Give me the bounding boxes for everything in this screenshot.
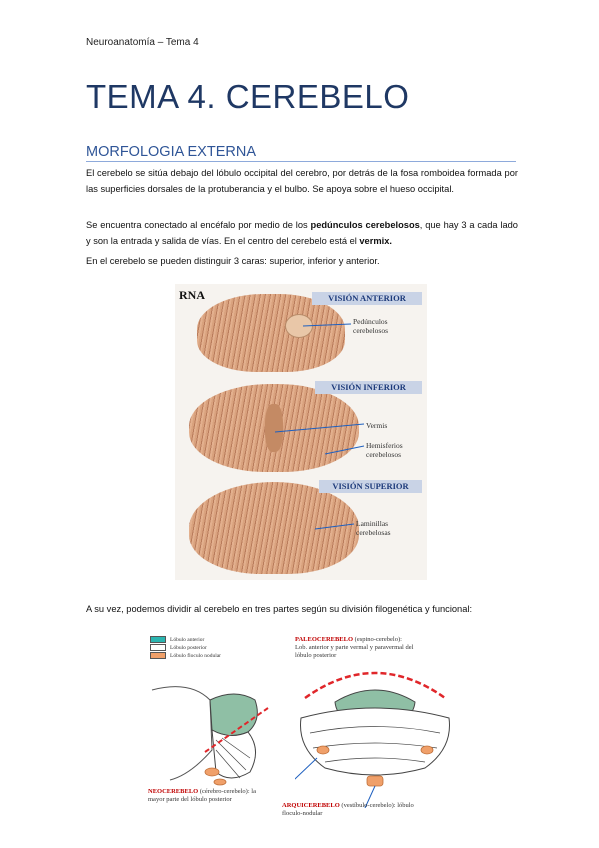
bold-term-vermix: vermix. — [359, 236, 392, 246]
label-line: cerebelosos — [353, 326, 388, 335]
text-span: , que hay 3 a cada lado y son la entrada y salida de vías. En el centro del cerebelo está el — [86, 220, 518, 246]
unfolded-cerebellum-drawing — [295, 658, 455, 808]
caption-title: ARQUICEREBELO — [282, 802, 340, 809]
view-anterior-label: VISIÓN ANTERIOR — [312, 292, 422, 305]
legend-item-anterior — [150, 636, 270, 643]
caption-text: (vestíbulo-cerebelo): lóbulo — [341, 802, 414, 809]
page-title: TEMA 4. CEREBELO — [86, 78, 410, 115]
neocerebellum-caption — [148, 788, 288, 804]
label-line: Hemisferios — [366, 441, 403, 450]
caption-text: (cérebro-cerebelo): la — [199, 788, 256, 795]
label-line: cerebelosos — [366, 450, 401, 459]
paleocerebellum-caption — [295, 636, 445, 660]
cerebellum-views-figure — [175, 284, 427, 580]
paragraph-peduncles — [86, 217, 518, 249]
caption-text: Lob. anterior y parte vermal y paravermal del — [295, 644, 414, 651]
divisions-legend — [150, 636, 270, 660]
rna-logo: RNA — [179, 288, 205, 302]
label-line: Pedúnculos — [353, 317, 388, 326]
legend-swatch — [150, 636, 166, 643]
cerebellum-divisions-figure — [140, 630, 450, 820]
caption-text: (espino-cerebelo): — [354, 636, 402, 643]
legend-swatch — [150, 652, 166, 659]
legend-label: Lóbulo floculo nodular — [170, 652, 222, 659]
caption-text: mayor parte del lóbulo posterior — [148, 796, 232, 803]
caption-title: PALEOCEREBELO — [295, 636, 354, 643]
legend-item-flocculonodular — [150, 652, 270, 659]
caption-title: NEOCEREBELO — [148, 788, 199, 795]
sagittal-section-drawing — [150, 680, 270, 790]
legend-label: Lóbulo anterior — [170, 636, 205, 643]
caption-text: lóbulo posterior — [295, 652, 337, 659]
page-header: Neuroanatomía – Tema 4 — [86, 37, 199, 48]
view-superior-label: VISIÓN SUPERIOR — [319, 480, 422, 493]
paragraph-location: El cerebelo se sitúa debajo del lóbulo occipital del cerebro, por detrás de la fosa romboidea formada por las superficies dorsales de la protuberancia y el bulbo. Se apoya sobre el hueso occipital. — [86, 168, 518, 194]
caption-text: floculo-nodular — [282, 810, 323, 817]
paragraph-divisions: A su vez, podemos dividir al cerebelo en tres partes según su división filogenética y funcional: — [86, 604, 473, 614]
leader-lines-superior — [175, 284, 427, 580]
paragraph-faces: En el cerebelo se pueden distinguir 3 caras: superior, inferior y anterior. — [86, 256, 380, 266]
section-heading: MORFOLOGIA EXTERNA — [86, 144, 516, 162]
bold-term-peduncles: pedúnculos cerebelosos — [310, 220, 420, 230]
legend-label: Lóbulo posterior — [170, 644, 207, 651]
label-vermis: Vermis — [366, 421, 388, 430]
archicerebellum-caption — [282, 802, 450, 818]
label-line: Laminillas — [356, 519, 389, 528]
text-span: Se encuentra conectado al encéfalo por medio de los — [86, 220, 311, 230]
view-inferior-label: VISIÓN INFERIOR — [315, 381, 422, 394]
label-line: cerebelosas — [356, 528, 391, 537]
legend-item-posterior — [150, 644, 270, 651]
legend-swatch — [150, 644, 166, 651]
